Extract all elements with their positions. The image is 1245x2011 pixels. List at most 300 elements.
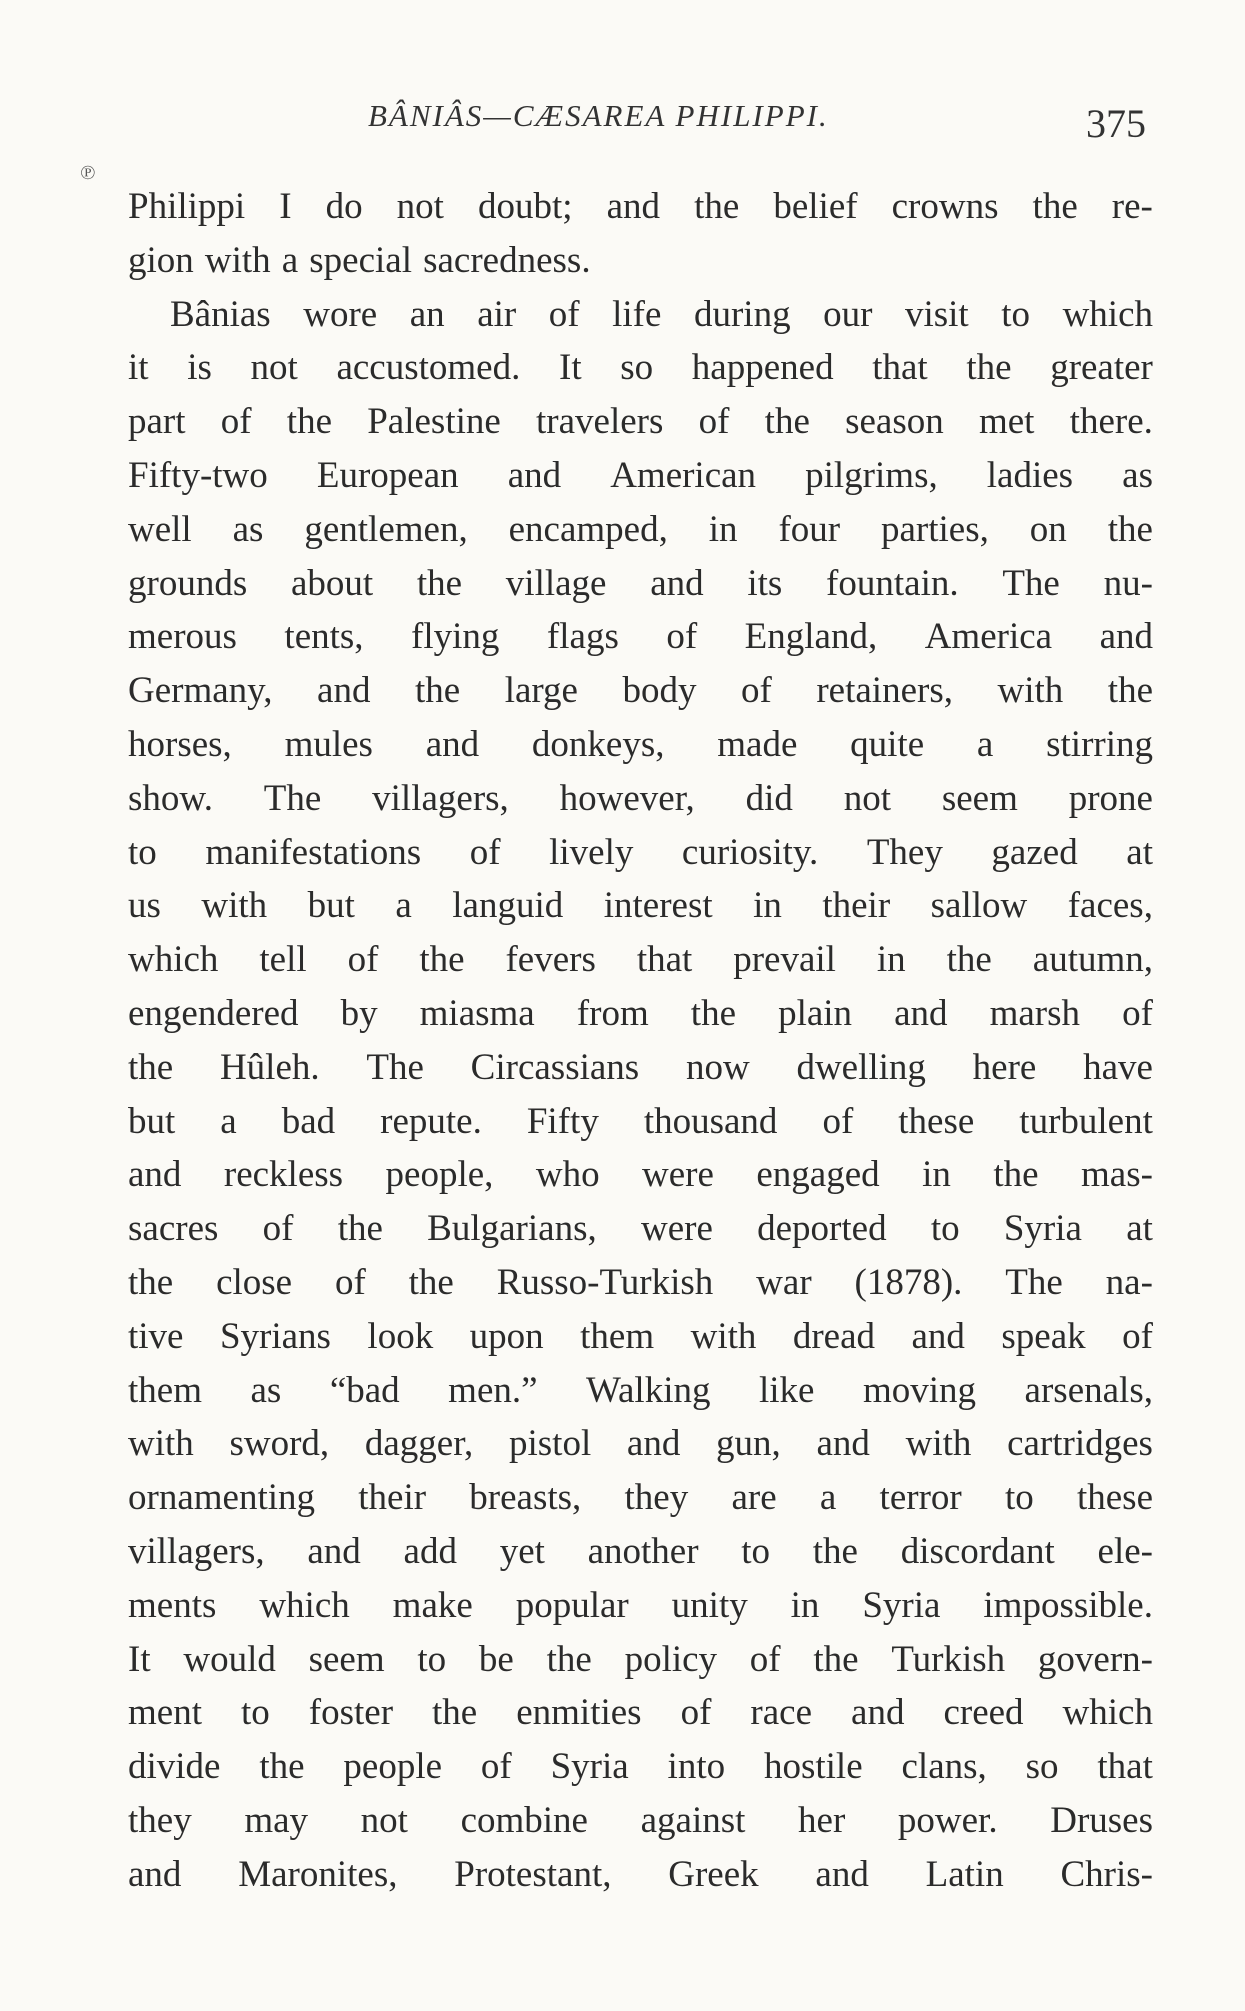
word: did bbox=[745, 777, 793, 819]
word: about bbox=[290, 562, 374, 604]
text-line bbox=[128, 1686, 1153, 1740]
word: so bbox=[620, 347, 654, 389]
text-line bbox=[128, 933, 1153, 987]
word: and bbox=[128, 1853, 182, 1895]
word: quite bbox=[850, 723, 925, 765]
text-line bbox=[128, 1310, 1153, 1364]
word: Syria bbox=[1003, 1208, 1082, 1250]
word: an bbox=[409, 293, 445, 335]
word: in bbox=[790, 1584, 820, 1626]
word: that bbox=[872, 347, 928, 389]
margin-mark: ℗ bbox=[80, 162, 96, 184]
word: of bbox=[822, 1100, 854, 1142]
word: not bbox=[396, 186, 444, 227]
text-line bbox=[128, 288, 1153, 342]
text-line bbox=[128, 1417, 1153, 1471]
word: were bbox=[642, 1154, 714, 1196]
word: impossible. bbox=[983, 1584, 1153, 1626]
word: their bbox=[358, 1477, 427, 1519]
word: another bbox=[587, 1530, 699, 1572]
text-line bbox=[128, 718, 1153, 772]
word: villagers, bbox=[128, 1530, 265, 1572]
text-line bbox=[128, 1041, 1153, 1095]
word: against bbox=[640, 1799, 746, 1841]
word: of bbox=[1122, 992, 1153, 1034]
word: of bbox=[1122, 1315, 1153, 1357]
word: the bbox=[764, 401, 810, 443]
word: the bbox=[694, 186, 740, 227]
word: the bbox=[690, 992, 736, 1034]
word: flying bbox=[411, 616, 500, 658]
word: Bulgarians, bbox=[427, 1208, 597, 1250]
text-line bbox=[128, 180, 1153, 234]
word: to bbox=[1004, 1477, 1034, 1519]
word: gazed bbox=[991, 831, 1078, 873]
word: do bbox=[325, 186, 363, 227]
text-line bbox=[128, 1256, 1153, 1310]
text-line bbox=[128, 610, 1153, 664]
word: dwelling bbox=[796, 1046, 926, 1088]
word: Bânias bbox=[170, 293, 271, 335]
text-line bbox=[128, 1095, 1153, 1149]
text-line bbox=[128, 341, 1153, 395]
word: of bbox=[334, 1261, 366, 1303]
word: gentlemen, bbox=[304, 508, 468, 550]
word: in bbox=[876, 939, 906, 981]
word: dagger, bbox=[364, 1423, 474, 1465]
word: the bbox=[128, 1046, 174, 1088]
word: Germany, bbox=[128, 670, 273, 712]
word: The bbox=[366, 1046, 424, 1088]
word: discordant bbox=[900, 1530, 1055, 1572]
word: as bbox=[1122, 454, 1153, 496]
word: Syria bbox=[862, 1584, 941, 1626]
word: belief bbox=[773, 186, 858, 227]
word: these bbox=[898, 1100, 975, 1142]
word: (1878). bbox=[854, 1261, 963, 1303]
word: with bbox=[204, 239, 271, 281]
word: war bbox=[756, 1261, 812, 1303]
word: bad bbox=[281, 1100, 336, 1142]
running-head: BÂNIÂS—CÆSAREA PHILIPPI. bbox=[368, 98, 829, 133]
word: sallow bbox=[930, 885, 1028, 927]
word: the bbox=[432, 1692, 478, 1734]
word: lively bbox=[549, 831, 634, 873]
word: ele- bbox=[1097, 1530, 1153, 1572]
word: and bbox=[626, 1423, 681, 1465]
word: not bbox=[360, 1799, 408, 1841]
word: tents, bbox=[284, 616, 364, 658]
text-line bbox=[128, 987, 1153, 1041]
word: to bbox=[417, 1638, 447, 1680]
word: prone bbox=[1068, 777, 1153, 819]
word: men.” bbox=[448, 1369, 538, 1411]
word: the bbox=[128, 1261, 174, 1303]
word: is bbox=[187, 347, 212, 389]
word: the bbox=[259, 1746, 305, 1788]
word: make bbox=[392, 1584, 473, 1626]
word: doubt; bbox=[478, 186, 573, 227]
word: villagers, bbox=[372, 777, 509, 819]
word: ladies bbox=[986, 454, 1074, 496]
word: tell bbox=[259, 939, 307, 981]
word: ments bbox=[128, 1584, 217, 1626]
word: the bbox=[1032, 186, 1078, 227]
text-line bbox=[128, 449, 1153, 503]
word: show. bbox=[128, 777, 213, 819]
text-line bbox=[128, 503, 1153, 557]
word: mas- bbox=[1081, 1154, 1153, 1196]
word: that bbox=[1097, 1746, 1153, 1788]
word: donkeys, bbox=[531, 723, 665, 765]
word: and bbox=[851, 1692, 905, 1734]
word: upon bbox=[469, 1315, 544, 1357]
word: our bbox=[823, 293, 873, 335]
word: pilgrims, bbox=[805, 454, 938, 496]
text-line bbox=[128, 664, 1153, 718]
word: large bbox=[504, 670, 578, 712]
text-line bbox=[128, 826, 1153, 880]
text-line bbox=[128, 772, 1153, 826]
word: their bbox=[822, 885, 891, 927]
word: of bbox=[480, 1746, 512, 1788]
word: of bbox=[347, 939, 379, 981]
word: prevail bbox=[733, 939, 836, 981]
word: Turkish bbox=[891, 1638, 1006, 1680]
word: and bbox=[606, 186, 661, 227]
word: like bbox=[759, 1369, 815, 1411]
word: of bbox=[469, 831, 501, 873]
word: Protestant, bbox=[454, 1853, 612, 1895]
word: They bbox=[866, 831, 943, 873]
word: I bbox=[279, 186, 292, 227]
word: repute. bbox=[380, 1100, 482, 1142]
word: Palestine bbox=[367, 401, 501, 443]
word: merous bbox=[128, 616, 237, 658]
word: a bbox=[395, 885, 412, 927]
word: not bbox=[843, 777, 892, 819]
word: to bbox=[930, 1208, 960, 1250]
word: enmities bbox=[516, 1692, 642, 1734]
word: arsenals, bbox=[1024, 1369, 1153, 1411]
text-line bbox=[128, 1525, 1153, 1579]
word: from bbox=[576, 992, 649, 1034]
word: race bbox=[750, 1692, 813, 1734]
word: life bbox=[612, 293, 662, 335]
word: a bbox=[976, 723, 994, 765]
word: are bbox=[731, 1477, 777, 1519]
word: crowns bbox=[891, 186, 999, 227]
word: with bbox=[690, 1315, 757, 1357]
word: parties, bbox=[881, 508, 989, 550]
word: creed bbox=[943, 1692, 1024, 1734]
word: as bbox=[250, 1369, 282, 1411]
word: cartridges bbox=[1007, 1423, 1153, 1465]
word: on bbox=[1029, 508, 1067, 550]
text-line bbox=[128, 1148, 1153, 1202]
word: re- bbox=[1111, 186, 1153, 227]
word: a bbox=[819, 1477, 837, 1519]
text-line bbox=[128, 1633, 1153, 1687]
word: wore bbox=[303, 293, 378, 335]
word: faces, bbox=[1067, 885, 1153, 927]
word: England, bbox=[744, 616, 878, 658]
word: and bbox=[816, 1423, 870, 1465]
word: the bbox=[408, 1261, 454, 1303]
word: were bbox=[640, 1208, 713, 1250]
word: divide bbox=[128, 1746, 221, 1788]
word: curiosity. bbox=[681, 831, 819, 873]
word: stirring bbox=[1046, 723, 1153, 765]
word: Latin bbox=[925, 1853, 1004, 1895]
text-line bbox=[128, 395, 1153, 449]
word: the bbox=[1107, 508, 1153, 550]
word: policy bbox=[624, 1638, 718, 1680]
word: it bbox=[128, 347, 149, 389]
word: the bbox=[812, 1530, 858, 1572]
word: Chris- bbox=[1060, 1853, 1153, 1895]
text-line bbox=[128, 879, 1153, 933]
word: with bbox=[905, 1423, 972, 1465]
word: but bbox=[128, 1100, 176, 1142]
word: here bbox=[972, 1046, 1037, 1088]
word: and bbox=[894, 992, 948, 1034]
word: marsh bbox=[989, 992, 1081, 1034]
word: happened bbox=[691, 347, 834, 389]
word: they bbox=[624, 1477, 689, 1519]
word: the bbox=[546, 1638, 592, 1680]
word: gun, bbox=[716, 1423, 781, 1465]
word: power. bbox=[897, 1799, 998, 1841]
word: breasts, bbox=[469, 1477, 582, 1519]
word: miasma bbox=[419, 992, 535, 1034]
word: plain bbox=[778, 992, 853, 1034]
word: look bbox=[367, 1315, 434, 1357]
word: European bbox=[316, 454, 459, 496]
word: clans, bbox=[901, 1746, 987, 1788]
word: the bbox=[946, 939, 992, 981]
body-text bbox=[128, 180, 1153, 1902]
text-line bbox=[128, 1202, 1153, 1256]
word: air bbox=[477, 293, 517, 335]
word: Walking bbox=[586, 1369, 711, 1411]
word: her bbox=[798, 1799, 846, 1841]
word: and bbox=[317, 670, 371, 712]
word: that bbox=[636, 939, 693, 981]
word: Circassians bbox=[470, 1046, 640, 1088]
word: Hûleh. bbox=[219, 1046, 320, 1088]
text-line bbox=[128, 1471, 1153, 1525]
word: village bbox=[505, 562, 607, 604]
word: Syrians bbox=[219, 1315, 331, 1357]
word: these bbox=[1076, 1477, 1153, 1519]
word: Syria bbox=[550, 1746, 629, 1788]
word: people bbox=[343, 1746, 443, 1788]
word: people, bbox=[385, 1154, 494, 1196]
word: at bbox=[1126, 831, 1153, 873]
word: combine bbox=[460, 1799, 588, 1841]
word: with bbox=[128, 1423, 194, 1465]
word: and bbox=[650, 562, 704, 604]
word: at bbox=[1126, 1208, 1153, 1250]
word: “bad bbox=[329, 1369, 400, 1411]
word: retainers, bbox=[816, 670, 953, 712]
word: autumn, bbox=[1032, 939, 1153, 981]
word: languid bbox=[452, 885, 564, 927]
word: and bbox=[307, 1530, 361, 1572]
word: four bbox=[778, 508, 841, 550]
word: govern- bbox=[1037, 1638, 1153, 1680]
word: Fifty-two bbox=[128, 454, 268, 496]
word: sacredness. bbox=[423, 239, 591, 281]
word: us bbox=[128, 885, 161, 927]
word: Russo-Turkish bbox=[496, 1261, 714, 1303]
word: which bbox=[259, 1584, 350, 1626]
word: them bbox=[580, 1315, 655, 1357]
word: The bbox=[1005, 1261, 1063, 1303]
word: Greek bbox=[668, 1853, 759, 1895]
text-line bbox=[128, 1848, 1153, 1902]
word: fevers bbox=[505, 939, 596, 981]
word: popular bbox=[515, 1584, 629, 1626]
word: sword, bbox=[229, 1423, 330, 1465]
word: pistol bbox=[508, 1423, 592, 1465]
word: thousand bbox=[643, 1100, 778, 1142]
word: accustomed. bbox=[336, 347, 521, 389]
word: of bbox=[220, 401, 252, 443]
word: of bbox=[548, 293, 580, 335]
word: in bbox=[753, 885, 782, 927]
word: to bbox=[741, 1530, 771, 1572]
word: and bbox=[425, 723, 480, 765]
text-line bbox=[128, 234, 1153, 288]
word: by bbox=[340, 992, 378, 1034]
word: Fifty bbox=[526, 1100, 599, 1142]
word: It bbox=[559, 347, 582, 389]
word: the bbox=[993, 1154, 1039, 1196]
word: nu- bbox=[1103, 562, 1153, 604]
word: the bbox=[286, 401, 332, 443]
word: seem bbox=[941, 777, 1018, 819]
text-line bbox=[128, 1579, 1153, 1633]
word: yet bbox=[499, 1530, 545, 1572]
word: hostile bbox=[763, 1746, 863, 1788]
word: may bbox=[244, 1799, 309, 1841]
word: It bbox=[128, 1638, 151, 1680]
word: gion bbox=[128, 239, 194, 281]
page-number: 375 bbox=[1086, 101, 1146, 146]
word: during bbox=[693, 293, 791, 335]
word: the bbox=[1107, 670, 1153, 712]
word: deported bbox=[757, 1208, 887, 1250]
word: mules bbox=[284, 723, 373, 765]
word: into bbox=[667, 1746, 726, 1788]
word: engendered bbox=[128, 992, 299, 1034]
word: reckless bbox=[223, 1154, 344, 1196]
word: special bbox=[309, 239, 413, 281]
word: there. bbox=[1069, 401, 1153, 443]
text-line bbox=[128, 1794, 1153, 1848]
word: with bbox=[997, 670, 1064, 712]
word: to bbox=[1001, 293, 1031, 335]
word: who bbox=[535, 1154, 600, 1196]
word: have bbox=[1083, 1046, 1153, 1088]
word: The bbox=[1002, 562, 1060, 604]
word: horses, bbox=[128, 723, 232, 765]
word: engaged bbox=[756, 1154, 880, 1196]
word: of bbox=[680, 1692, 712, 1734]
word: the bbox=[813, 1638, 859, 1680]
word: the bbox=[419, 939, 465, 981]
word: of bbox=[262, 1208, 294, 1250]
word: turbulent bbox=[1019, 1100, 1153, 1142]
word: Philippi bbox=[128, 186, 246, 227]
word: American bbox=[610, 454, 757, 496]
word: which bbox=[128, 939, 219, 981]
word: travelers bbox=[536, 401, 664, 443]
word: and bbox=[815, 1853, 869, 1895]
word: Maronites, bbox=[238, 1853, 398, 1895]
word: well bbox=[128, 508, 192, 550]
word: encamped, bbox=[508, 508, 668, 550]
text-line bbox=[128, 557, 1153, 611]
word: interest bbox=[603, 885, 713, 927]
word: to bbox=[240, 1692, 270, 1734]
word: grounds bbox=[128, 562, 248, 604]
word: and bbox=[128, 1154, 182, 1196]
word: which bbox=[1062, 293, 1153, 335]
word: made bbox=[717, 723, 798, 765]
word: unity bbox=[671, 1584, 748, 1626]
word: fountain. bbox=[826, 562, 959, 604]
word: ment bbox=[128, 1692, 202, 1734]
word: them bbox=[128, 1369, 202, 1411]
word: body bbox=[622, 670, 697, 712]
word: add bbox=[403, 1530, 457, 1572]
word: manifestations bbox=[205, 831, 422, 873]
word: so bbox=[1025, 1746, 1059, 1788]
word: foster bbox=[308, 1692, 394, 1734]
word: in bbox=[708, 508, 738, 550]
word: of bbox=[666, 616, 698, 658]
word: would bbox=[183, 1638, 276, 1680]
word: they bbox=[128, 1799, 192, 1841]
word: The bbox=[263, 777, 322, 819]
word: a bbox=[281, 239, 299, 281]
word: in bbox=[922, 1154, 951, 1196]
word: terror bbox=[879, 1477, 962, 1519]
word: with bbox=[201, 885, 268, 927]
word: which bbox=[1062, 1692, 1153, 1734]
word: the bbox=[414, 670, 461, 712]
word: greater bbox=[1050, 347, 1153, 389]
word: its bbox=[747, 562, 783, 604]
word: America bbox=[924, 616, 1053, 658]
text-line bbox=[128, 1364, 1153, 1418]
word: the bbox=[416, 562, 463, 604]
word: and bbox=[911, 1315, 965, 1357]
word: moving bbox=[862, 1369, 977, 1411]
word: be bbox=[478, 1638, 514, 1680]
word: part bbox=[128, 401, 186, 443]
word: sacres bbox=[128, 1208, 219, 1250]
word: flags bbox=[546, 616, 619, 658]
word: a bbox=[220, 1100, 237, 1142]
word: ornamenting bbox=[128, 1477, 316, 1519]
word: speak bbox=[1001, 1315, 1086, 1357]
word: of bbox=[749, 1638, 781, 1680]
word: met bbox=[978, 401, 1035, 443]
